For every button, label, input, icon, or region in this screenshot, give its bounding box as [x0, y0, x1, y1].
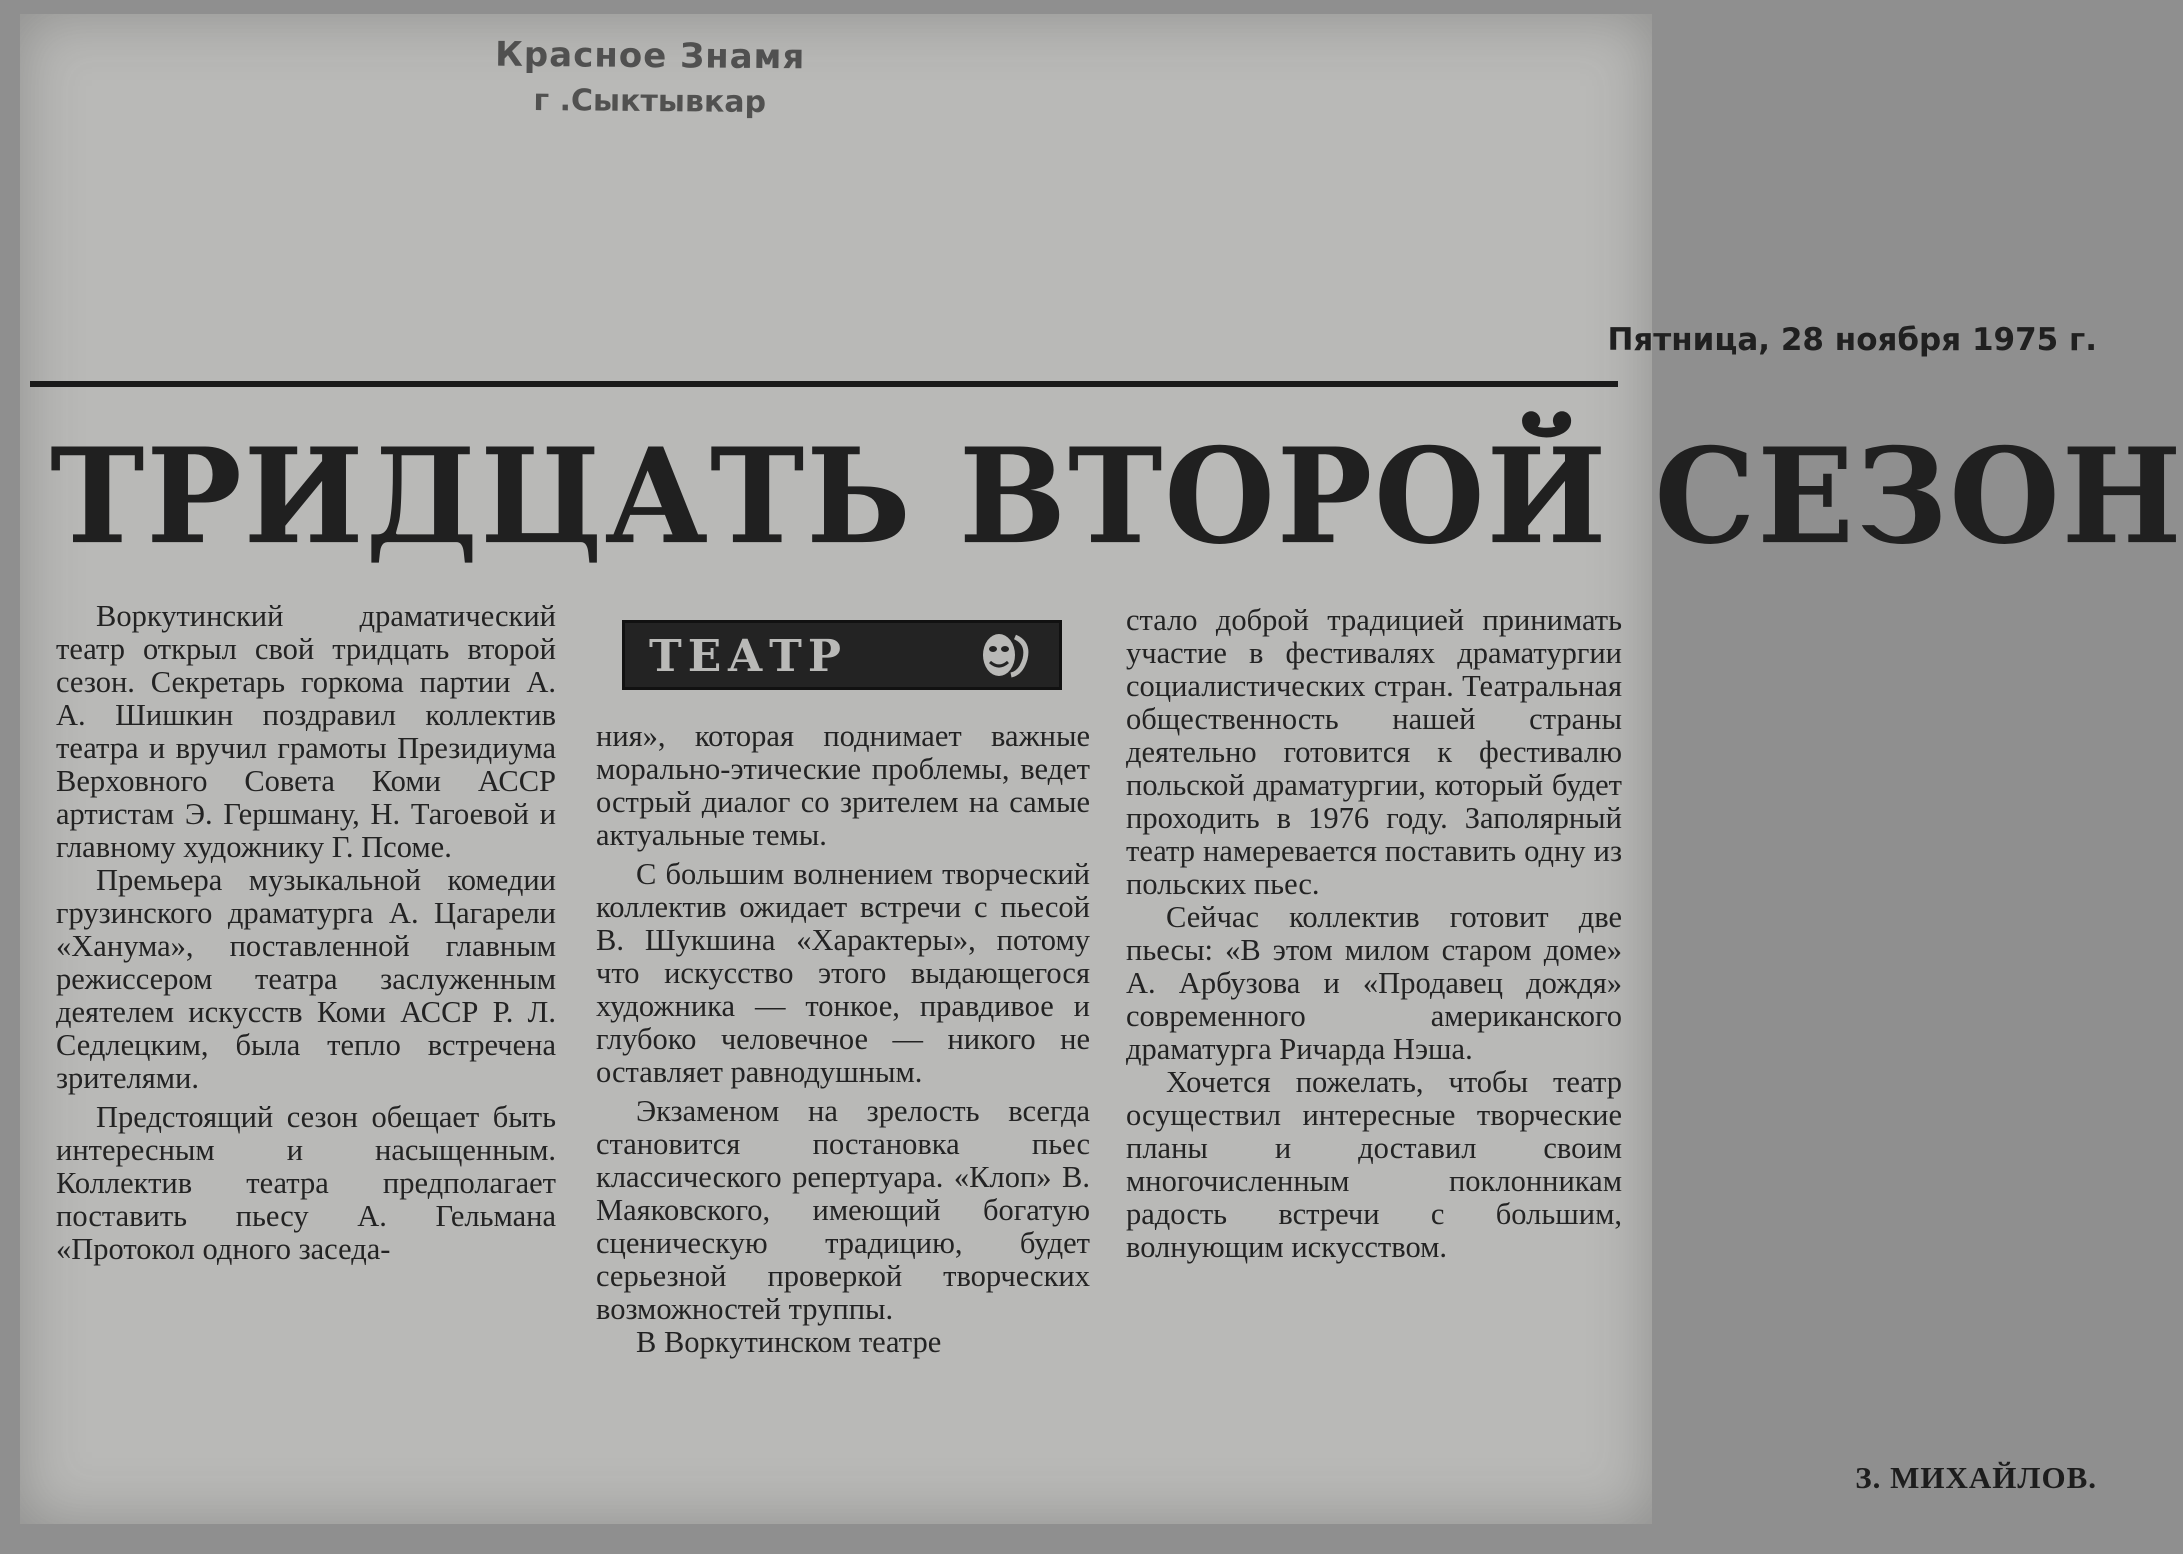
paragraph: Сейчас коллектив готовит две пьесы: «В этом милом старом доме» А. Арбузова и «Продавец дождя» современного американского драматурга Ричарда Нэша. — [1126, 900, 1622, 1066]
paragraph: Экзаменом на зрелость всегда становится постановка пьес классического репертуара. «Клоп» В. Маяковского, имеющий богатую сценическую традицию, будет серьезной проверкой творческих возможностей труппы. — [596, 1094, 1090, 1326]
theatre-masks-icon — [977, 629, 1033, 681]
stamp-newspaper-name: Красное Знамя — [494, 34, 806, 78]
newspaper-stamp — [440, 34, 861, 121]
header-divider — [30, 381, 1618, 387]
article-column-1 — [56, 600, 556, 1266]
paragraph: Хочется пожелать, чтобы театр осуществил интересные творческие планы и доставил своим многочисленным поклонникам радость встречи с большим, волнующим искусством. — [1126, 1065, 1622, 1264]
paragraph: С большим волнением творческий коллектив ожидает встречи с пьесой В. Шукшина «Характеры», потому что искусство этого выдающегося художника — тонкое, правдивое и глубоко человечное — никого не оставляет равнодушным. — [596, 857, 1090, 1089]
article-column-2 — [596, 720, 1090, 1359]
paragraph: ния», которая поднимает важные морально-этические проблемы, ведет острый диалог со зрителем на самые актуальные темы. — [596, 719, 1090, 852]
rubric-label: ТЕАТР — [649, 631, 847, 682]
paragraph: Премьера музыкальной комедии грузинского драматурга А. Цагарели «Ханума», поставленной главным режиссером театра заслуженным деятелем искусств Коми АССР Р. Л. Седлецким, была тепло встречена зрителями. — [56, 863, 556, 1095]
stamp-city: г .Сыктывкар — [533, 82, 767, 121]
article-headline: ТРИДЦАТЬ ВТОРОЙ СЕЗОН — [50, 418, 2183, 574]
paragraph: Предстоящий сезон обещает быть интересным и насыщенным. Коллектив театра предполагает поставить пьесу А. Гельмана «Протокол одного заседа- — [56, 1100, 556, 1266]
paragraph: стало доброй традицией принимать участие в фестивалях драматургии социалистических стран. Театральная общественность нашей страны деятельно готовится к фестивалю польской драматургии, который будет проходить в 1976 году. Заполярный театр намеревается поставить одну из польских пьес. — [1126, 603, 1622, 901]
article-column-3 — [1126, 604, 1622, 1264]
paragraph: В Воркутинском театре — [636, 1325, 942, 1359]
issue-date: Пятница, 28 ноября 1975 г. — [1607, 322, 2097, 358]
paragraph: Воркутинский драматический театр открыл свой тридцать второй сезон. Секретарь горкома партии А. А. Шишкин поздравил коллектив театра и вручил грамоты Президиума Верховного Совета Коми АССР артистам Э. Гершману, Н. Тагоевой и главному художнику Г. Псоме. — [56, 599, 556, 864]
section-rubric — [622, 620, 1062, 690]
author-signature: З. МИХАЙЛОВ. — [1855, 1460, 2097, 1495]
